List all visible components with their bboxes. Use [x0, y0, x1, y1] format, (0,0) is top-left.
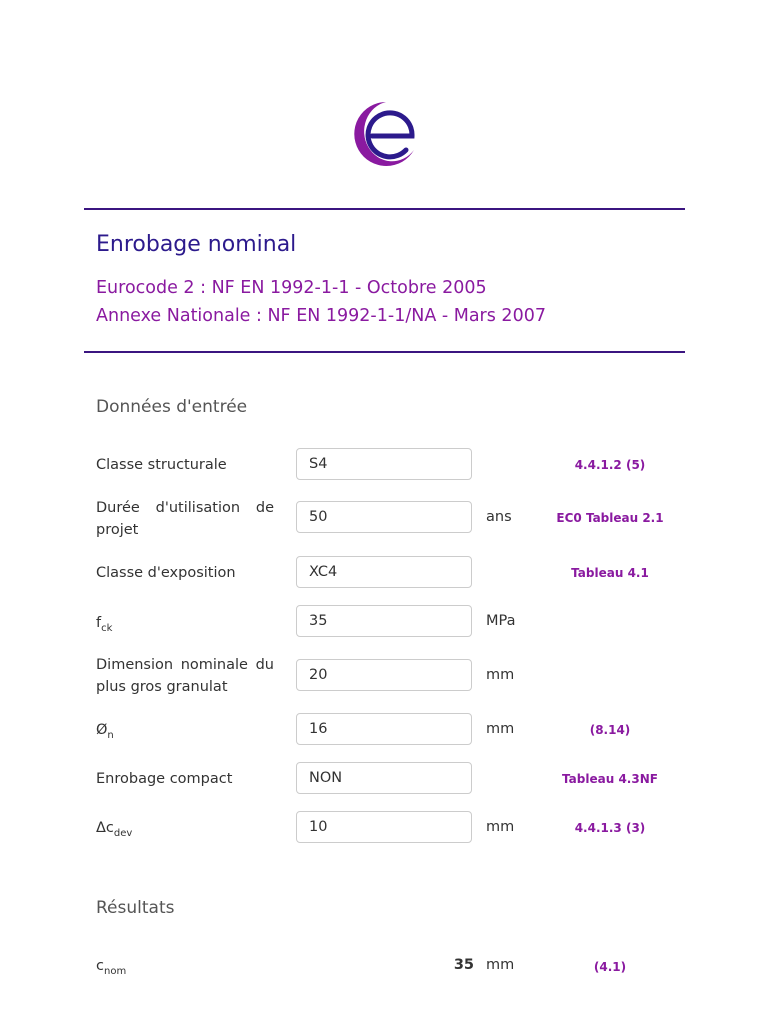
ref-duree-utilisation[interactable]: EC0 Tableau 2.1 — [556, 511, 664, 525]
dimension-granulat-field[interactable]: 20 — [296, 659, 472, 691]
classe-structurale-field[interactable]: S4 — [296, 448, 472, 480]
diametre-field[interactable]: 16 — [296, 713, 472, 745]
ref-classe-exposition[interactable]: Tableau 4.1 — [571, 566, 649, 580]
label-cnom-main: c — [96, 958, 104, 974]
unit-diametre: mm — [486, 721, 515, 737]
unit-dimension: mm — [486, 667, 515, 683]
fck-field[interactable]: 35 — [296, 605, 472, 637]
label-classe-exposition: Classe d'exposition — [96, 565, 236, 581]
label-dimension-granulat: Dimension nominale du plus gros granulat — [96, 657, 274, 695]
subtitle-eurocode: Eurocode 2 : NF EN 1992-1-1 - Octobre 2005 — [96, 278, 487, 298]
ref-diametre[interactable]: (8.14) — [589, 723, 631, 737]
classe-exposition-field[interactable]: XC4 — [296, 556, 472, 588]
label-delta-cdev-sub: dev — [113, 828, 133, 839]
subtitle-annexe: Annexe Nationale : NF EN 1992-1-1/NA - Mars 2007 — [96, 306, 546, 326]
label-cnom-sub: nom — [103, 966, 127, 977]
unit-fck: MPa — [486, 613, 516, 629]
enrobage-compact-field[interactable]: NON — [296, 762, 472, 794]
label-duree-utilisation: Durée d'utilisation de projet — [96, 500, 274, 538]
section-title-results: Résultats — [96, 898, 175, 918]
label-classe-structurale: Classe structurale — [96, 457, 227, 473]
delta-cdev-field[interactable]: 10 — [296, 811, 472, 843]
page-title: Enrobage nominal — [96, 232, 297, 257]
ref-cnom[interactable]: (4.1) — [593, 960, 627, 974]
unit-delta-cdev: mm — [486, 819, 515, 835]
cnom-value: 35 — [453, 957, 474, 973]
label-cnom — [96, 955, 274, 983]
ref-delta-cdev[interactable]: 4.4.1.3 (3) — [574, 821, 646, 835]
top-divider — [84, 208, 685, 210]
eurocode-logo — [350, 98, 422, 170]
duree-utilisation-field[interactable]: 50 — [296, 501, 472, 533]
label-delta-cdev-main: Δc — [96, 820, 114, 836]
ref-enrobage-compact[interactable]: Tableau 4.3NF — [562, 772, 658, 786]
label-fck-main: f — [96, 615, 102, 631]
label-diametre-sub: n — [107, 730, 114, 741]
label-delta-cdev — [96, 817, 274, 845]
label-enrobage-compact: Enrobage compact — [96, 771, 233, 787]
label-diametre — [96, 719, 274, 747]
label-fck-sub: ck — [101, 623, 113, 634]
label-fck — [96, 612, 274, 640]
unit-duree: ans — [486, 509, 512, 525]
section-title-inputs: Données d'entrée — [96, 397, 248, 417]
unit-cnom: mm — [486, 957, 515, 973]
label-diametre-main: Ø — [96, 722, 108, 738]
header-divider — [84, 351, 685, 353]
ref-classe-structurale[interactable]: 4.4.1.2 (5) — [574, 458, 646, 472]
